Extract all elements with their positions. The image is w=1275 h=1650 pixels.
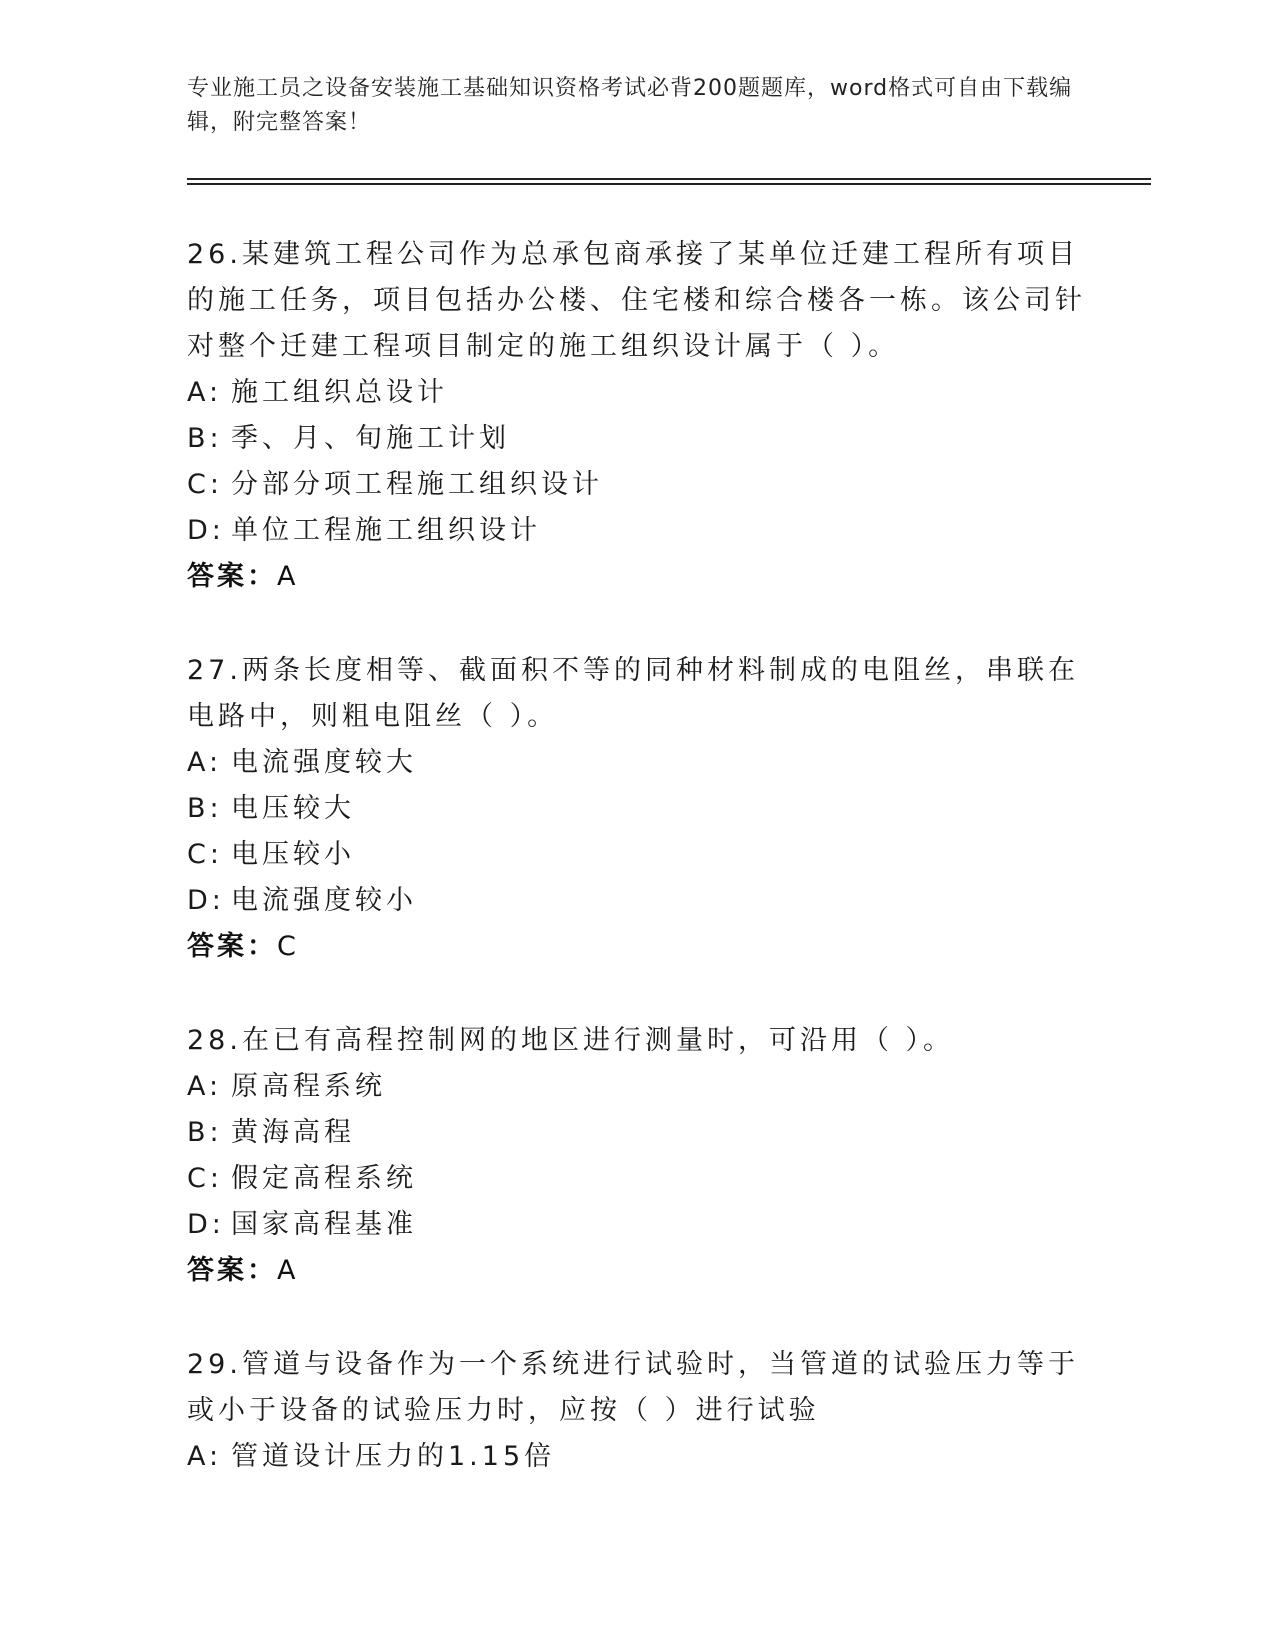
option-a: [187, 370, 1087, 416]
question-item: [187, 648, 1087, 970]
option-key: D:: [187, 1209, 225, 1240]
question-stem: [187, 648, 1087, 740]
option-text: 单位工程施工组织设计: [231, 515, 541, 546]
question-number: 27.: [187, 655, 242, 686]
answer-label: 答案：: [187, 1255, 277, 1286]
header-divider-bottom: [187, 183, 1151, 185]
option-key: B:: [187, 1117, 223, 1148]
option-text: 原高程系统: [231, 1071, 386, 1102]
option-key: B:: [187, 423, 223, 454]
answer-line: [187, 1248, 1087, 1294]
option-a: [187, 740, 1087, 786]
question-number: 29.: [187, 1349, 242, 1380]
option-key: A:: [187, 747, 223, 778]
option-key: B:: [187, 793, 223, 824]
question-item: [187, 232, 1087, 600]
option-a: [187, 1064, 1087, 1110]
question-stem: [187, 232, 1087, 370]
document-header: 专业施工员之设备安装施工基础知识资格考试必背200题题库，word格式可自由下载编辑，附完整答案！: [187, 76, 1073, 135]
option-b: [187, 416, 1087, 462]
option-b: [187, 1110, 1087, 1156]
answer-line: [187, 924, 1087, 970]
option-text: 施工组织总设计: [231, 377, 448, 408]
option-text: 假定高程系统: [231, 1163, 417, 1194]
option-key: A:: [187, 1071, 223, 1102]
option-b: [187, 786, 1087, 832]
option-text: 国家高程基准: [231, 1209, 417, 1240]
answer-label: 答案：: [187, 931, 277, 962]
answer-value: A: [277, 561, 299, 592]
question-text: 管道与设备作为一个系统进行试验时，当管道的试验压力等于或小于设备的试验压力时，应按（ ）进行试验: [187, 1349, 1079, 1426]
question-item: [187, 1018, 1087, 1294]
answer-label: 答案：: [187, 561, 277, 592]
answer-value: C: [277, 931, 299, 962]
option-key: C:: [187, 839, 223, 870]
option-c: [187, 832, 1087, 878]
option-text: 电流强度较小: [231, 885, 417, 916]
question-item: [187, 1342, 1087, 1480]
question-stem: [187, 1018, 1087, 1064]
option-key: C:: [187, 1163, 223, 1194]
question-text: 在已有高程控制网的地区进行测量时，可沿用（ ）。: [241, 1025, 955, 1056]
option-text: 分部分项工程施工组织设计: [231, 469, 603, 500]
option-d: [187, 508, 1087, 554]
question-number: 26.: [187, 239, 242, 270]
option-key: C:: [187, 469, 223, 500]
option-c: [187, 462, 1087, 508]
option-text: 管道设计压力的1.15倍: [231, 1441, 556, 1472]
option-c: [187, 1156, 1087, 1202]
question-stem: [187, 1342, 1087, 1434]
question-number: 28.: [187, 1025, 242, 1056]
option-text: 电压较小: [231, 839, 355, 870]
option-key: A:: [187, 1441, 223, 1472]
option-a: [187, 1434, 1087, 1480]
option-text: 电流强度较大: [231, 747, 417, 778]
question-text: 两条长度相等、截面积不等的同种材料制成的电阻丝，串联在电路中，则粗电阻丝（ ）。: [187, 655, 1079, 732]
option-text: 黄海高程: [231, 1117, 355, 1148]
option-key: D:: [187, 885, 225, 916]
option-key: D:: [187, 515, 225, 546]
question-list: [187, 232, 1087, 1528]
option-key: A:: [187, 377, 223, 408]
option-d: [187, 878, 1087, 924]
question-text: 某建筑工程公司作为总承包商承接了某单位迁建工程所有项目的施工任务，项目包括办公楼、住宅楼和综合楼各一栋。该公司针对整个迁建工程项目制定的施工组织设计属于（ ）。: [187, 239, 1086, 362]
option-d: [187, 1202, 1087, 1248]
answer-value: A: [277, 1255, 299, 1286]
answer-line: [187, 554, 1087, 600]
option-text: 季、月、旬施工计划: [231, 423, 510, 454]
option-text: 电压较大: [231, 793, 355, 824]
header-divider-top: [187, 178, 1151, 180]
